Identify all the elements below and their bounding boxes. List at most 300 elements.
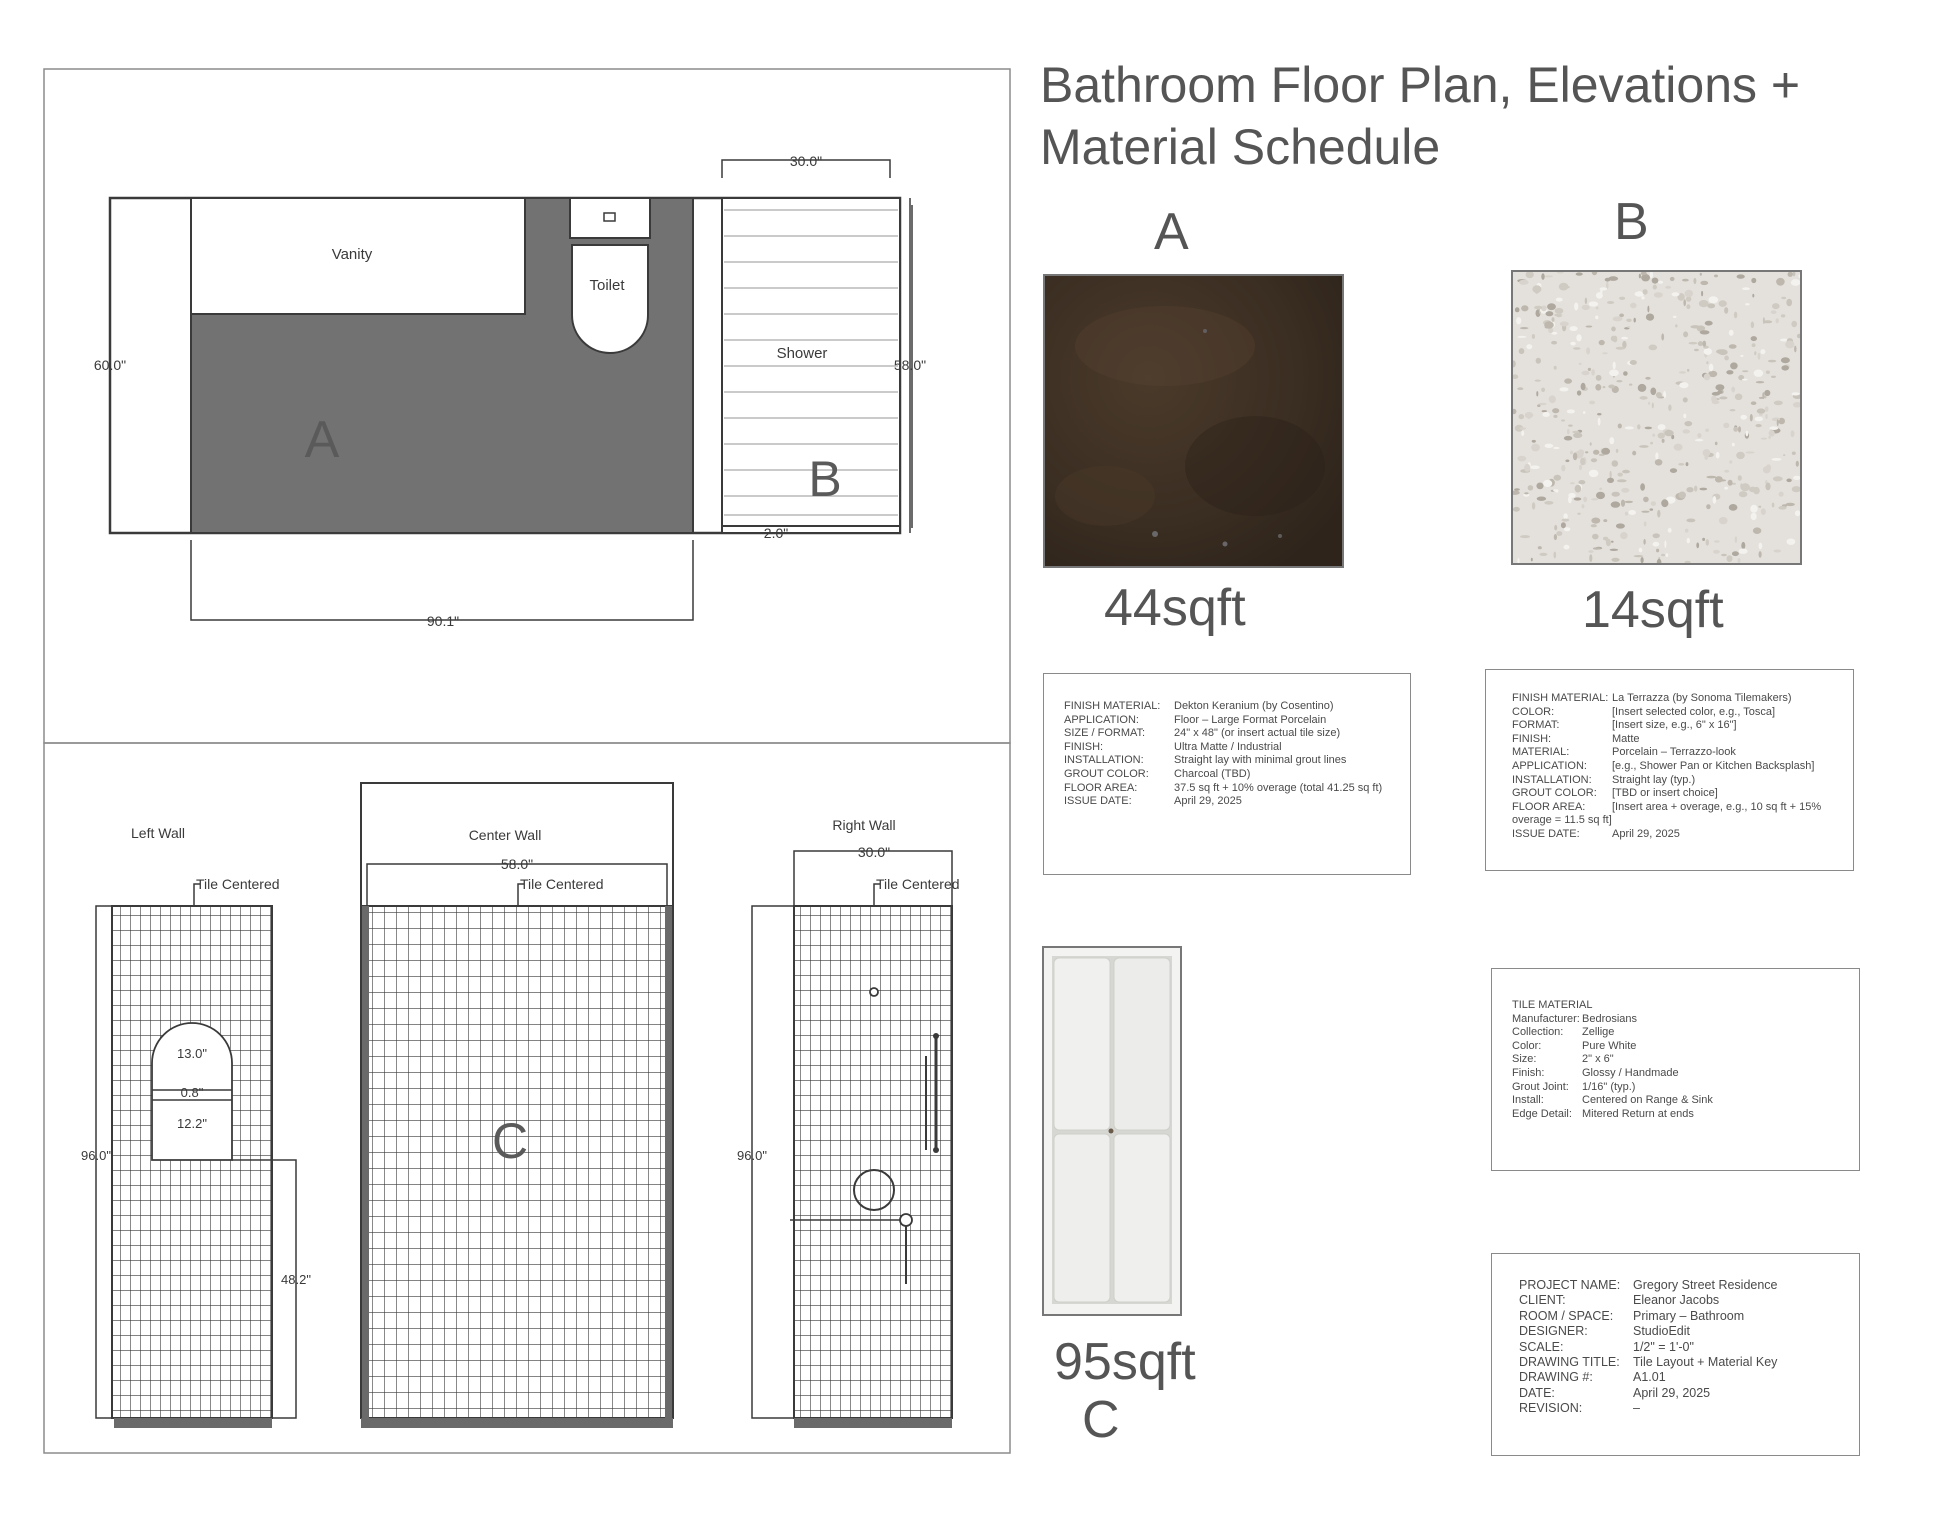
material-b-spec-row xyxy=(1512,774,1853,788)
terrazzo-chip xyxy=(1616,380,1622,382)
material-a-spec-value: Floor – Large Format Porcelain xyxy=(1174,713,1327,726)
material-a-spec-key: FLOOR AREA: xyxy=(1064,781,1138,794)
terrazzo-chip xyxy=(1751,322,1754,329)
terrazzo-chip xyxy=(1683,397,1688,402)
terrazzo-chip xyxy=(1513,491,1520,495)
right-tile-note: Tile Centered xyxy=(876,876,960,892)
terrazzo-chip xyxy=(1750,505,1757,513)
material-b-spec-key: COLOR: xyxy=(1512,705,1555,718)
terrazzo-chip xyxy=(1543,480,1552,487)
terrazzo-chip xyxy=(1519,348,1525,354)
terrazzo-chip xyxy=(1654,292,1663,298)
terrazzo-chip xyxy=(1552,317,1555,322)
terrazzo-chip xyxy=(1703,341,1707,347)
terrazzo-chip xyxy=(1729,330,1734,336)
terrazzo-chip xyxy=(1672,292,1680,296)
terrazzo-chip xyxy=(1739,549,1748,554)
terrazzo-chip xyxy=(1752,294,1754,298)
terrazzo-chip xyxy=(1740,355,1743,357)
terrazzo-chip xyxy=(1685,290,1694,297)
terrazzo-chip xyxy=(1685,529,1689,533)
terrazzo-chip xyxy=(1585,298,1587,305)
terrazzo-chip xyxy=(1545,275,1553,277)
terrazzo-chip xyxy=(1699,300,1709,307)
terrazzo-chip xyxy=(1763,317,1765,324)
title-block-value: Primary – Bathroom xyxy=(1633,1308,1745,1323)
material-b-spec-card xyxy=(1485,669,1854,871)
terrazzo-chip xyxy=(1532,502,1535,509)
terrazzo-chip xyxy=(1719,300,1727,307)
material-a-spec-value: 24" x 48" (or insert actual tile size) xyxy=(1174,727,1341,740)
terrazzo-chip xyxy=(1526,272,1534,278)
terrazzo-chip xyxy=(1589,554,1592,562)
terrazzo-chip xyxy=(1668,528,1672,533)
terrazzo-chip xyxy=(1625,501,1633,503)
terrazzo-chip xyxy=(1705,321,1713,326)
material-a-spec-row xyxy=(1064,727,1410,741)
terrazzo-chip xyxy=(1517,558,1519,563)
terrazzo-chip xyxy=(1758,506,1761,508)
terrazzo-chip xyxy=(1711,396,1717,403)
terrazzo-chip xyxy=(1536,483,1543,490)
material-b-spec-row xyxy=(1512,787,1853,801)
page-title: Bathroom Floor Plan, Elevations + Material Schedule xyxy=(1040,57,1801,175)
terrazzo-chip xyxy=(1611,336,1616,342)
terrazzo-chip xyxy=(1686,304,1690,309)
terrazzo-chip xyxy=(1788,272,1793,277)
material-a-texture xyxy=(1045,276,1342,566)
terrazzo-chip xyxy=(1704,348,1712,355)
terrazzo-chip xyxy=(1653,542,1660,547)
terrazzo-chip xyxy=(1771,310,1777,314)
terrazzo-chip xyxy=(1534,306,1542,310)
terrazzo-chip xyxy=(1757,408,1766,413)
terrazzo-chip xyxy=(1686,462,1689,466)
terrazzo-chip xyxy=(1630,303,1637,309)
terrazzo-chip xyxy=(1539,553,1547,556)
terrazzo-chip xyxy=(1573,433,1582,438)
shower-label: Shower xyxy=(776,345,828,362)
terrazzo-chip xyxy=(1610,549,1619,551)
material-b-spec-value: [Insert area + overage, e.g., 10 sq ft + 15% xyxy=(1612,800,1822,813)
terrazzo-chip xyxy=(1567,429,1570,435)
terrazzo-chip xyxy=(1769,426,1778,430)
terrazzo-chip xyxy=(1724,356,1729,361)
terrazzo-chip xyxy=(1627,326,1630,328)
material-b-spec-value: [Insert selected color, e.g., Tosca] xyxy=(1612,705,1776,718)
material-b-spec-value: Porcelain – Terrazzo-look xyxy=(1612,746,1736,759)
terrazzo-chip xyxy=(1618,473,1623,477)
terrazzo-chip xyxy=(1611,327,1616,332)
terrazzo-chip xyxy=(1513,360,1516,367)
terrazzo-chip xyxy=(1697,433,1701,438)
terrazzo-chip xyxy=(1621,499,1625,506)
terrazzo-chip xyxy=(1776,318,1779,323)
dim-curb: 2.0" xyxy=(763,525,789,541)
material-b-spec-value: [Insert size, e.g., 6" x 16"] xyxy=(1612,719,1737,732)
right-wall-elevation xyxy=(737,817,959,1428)
terrazzo-chip xyxy=(1626,319,1631,322)
terrazzo-chip xyxy=(1556,298,1563,302)
terrazzo-chip xyxy=(1516,317,1521,324)
material-b-spec-key: MATERIAL: xyxy=(1512,746,1570,759)
terrazzo-chip xyxy=(1765,414,1767,419)
terrazzo-chip xyxy=(1592,534,1599,540)
terrazzo-chip xyxy=(1595,384,1601,391)
terrazzo-chip xyxy=(1699,488,1707,491)
terrazzo-chip xyxy=(1651,501,1656,506)
terrazzo-chip xyxy=(1609,370,1619,377)
title-block-row xyxy=(1519,1401,1859,1416)
terrazzo-chip xyxy=(1613,362,1616,370)
terrazzo-chip xyxy=(1561,522,1566,528)
terrazzo-chip xyxy=(1591,458,1597,462)
terrazzo-chip xyxy=(1751,336,1757,341)
terrazzo-chip xyxy=(1634,318,1636,323)
title-block-row xyxy=(1519,1309,1859,1324)
toilet-label: Toilet xyxy=(589,277,625,294)
terrazzo-chip xyxy=(1579,363,1582,365)
terrazzo-chip xyxy=(1576,272,1583,275)
material-a-spec-key: ISSUE DATE: xyxy=(1064,795,1132,808)
terrazzo-chip xyxy=(1763,466,1771,473)
terrazzo-chip xyxy=(1732,551,1739,556)
title-block-key: REVISION: xyxy=(1519,1401,1583,1416)
terrazzo-chip xyxy=(1771,376,1776,378)
terrazzo-chip xyxy=(1673,316,1677,318)
terrazzo-chip xyxy=(1553,489,1557,491)
terrazzo-chip xyxy=(1564,545,1570,550)
terrazzo-chip xyxy=(1765,483,1770,491)
terrazzo-chip xyxy=(1628,510,1636,515)
terrazzo-chip xyxy=(1549,395,1556,403)
terrazzo-chip xyxy=(1530,465,1540,469)
left-lower-dim: 48.2" xyxy=(281,1272,311,1287)
material-c-spec-row xyxy=(1512,1026,1859,1040)
material-c-spec-heading: TILE MATERIAL xyxy=(1512,999,1593,1011)
title-block-row xyxy=(1519,1278,1859,1293)
terrazzo-chip xyxy=(1586,326,1593,328)
terrazzo-chip xyxy=(1792,486,1800,492)
material-c-letter: C xyxy=(1082,1391,1120,1449)
terrazzo-chip xyxy=(1740,415,1747,420)
terrazzo-chip xyxy=(1648,402,1650,405)
terrazzo-chip xyxy=(1514,488,1520,491)
center-tile-note: Tile Centered xyxy=(520,876,604,892)
terrazzo-chip xyxy=(1742,379,1748,381)
terrazzo-chip xyxy=(1726,370,1733,374)
terrazzo-chip xyxy=(1769,430,1775,437)
terrazzo-chip xyxy=(1603,519,1607,522)
terrazzo-chip xyxy=(1793,272,1796,276)
center-wall-base xyxy=(361,1418,673,1428)
toilet-tank xyxy=(570,198,650,238)
title-block-row xyxy=(1519,1324,1859,1339)
terrazzo-chip xyxy=(1596,375,1602,381)
terrazzo-chip xyxy=(1791,430,1795,437)
material-c-spec-key: Grout Joint: xyxy=(1512,1080,1569,1093)
terrazzo-chip xyxy=(1752,343,1756,347)
terrazzo-chip xyxy=(1524,492,1528,494)
material-a-spec-list xyxy=(1064,700,1410,809)
terrazzo-chip xyxy=(1607,301,1614,304)
terrazzo-chip xyxy=(1652,403,1654,409)
material-b-spec-key: INSTALLATION: xyxy=(1512,773,1592,786)
terrazzo-chip xyxy=(1528,417,1531,419)
terrazzo-chip xyxy=(1792,392,1800,395)
terrazzo-chip xyxy=(1655,459,1663,465)
terrazzo-chip xyxy=(1781,297,1786,299)
terrazzo-chip xyxy=(1764,390,1770,396)
material-c-spec-value: 1/16" (typ.) xyxy=(1582,1080,1636,1093)
terrazzo-chip xyxy=(1674,444,1683,451)
material-c-spec-value: Mitered Return at ends xyxy=(1582,1107,1694,1120)
terrazzo-chip xyxy=(1695,439,1703,441)
material-c-spec-row xyxy=(1512,1040,1859,1054)
dim-left: 60.0" xyxy=(93,357,127,373)
terrazzo-chip xyxy=(1564,436,1572,441)
material-a-spec-row xyxy=(1064,768,1410,782)
title-block-value: StudioEdit xyxy=(1633,1324,1690,1339)
left-wall-elevation xyxy=(81,825,311,1428)
terrazzo-chip xyxy=(1729,344,1737,349)
terrazzo-chip xyxy=(1570,326,1578,331)
terrazzo-chip xyxy=(1575,485,1582,493)
terrazzo-chip xyxy=(1745,303,1749,305)
terrazzo-chip xyxy=(1645,377,1650,380)
terrazzo-chip xyxy=(1520,327,1529,329)
material-a-letter: A xyxy=(1154,203,1189,261)
material-c-area: 95sqft xyxy=(1054,1333,1196,1391)
terrazzo-chip xyxy=(1734,312,1737,319)
terrazzo-chip xyxy=(1537,404,1540,407)
material-b-spec-value: Matte xyxy=(1612,732,1640,745)
terrazzo-chip xyxy=(1693,278,1696,284)
terrazzo-chip xyxy=(1544,321,1554,328)
terrazzo-chip xyxy=(1561,286,1570,289)
terrazzo-chip xyxy=(1513,374,1518,379)
material-b-spec-value: overage = 11.5 sq ft] xyxy=(1512,814,1612,827)
zone-a-label: A xyxy=(304,411,340,469)
terrazzo-chip xyxy=(1517,387,1523,390)
terrazzo-chip xyxy=(1544,501,1553,505)
terrazzo-chip xyxy=(1793,476,1800,480)
terrazzo-chip xyxy=(1519,427,1526,429)
material-b-spec-row xyxy=(1512,814,1853,828)
terrazzo-chip xyxy=(1573,453,1577,461)
terrazzo-chip xyxy=(1644,521,1647,526)
terrazzo-chip xyxy=(1583,497,1587,503)
terrazzo-chip xyxy=(1622,470,1630,474)
terrazzo-chip xyxy=(1561,465,1565,472)
terrazzo-chip xyxy=(1709,296,1719,303)
terrazzo-chip xyxy=(1639,274,1641,279)
material-b-swatch xyxy=(1511,270,1802,565)
terrazzo-chip xyxy=(1617,479,1627,482)
terrazzo-chip xyxy=(1774,549,1782,552)
terrazzo-chip xyxy=(1738,426,1741,432)
terrazzo-chip xyxy=(1787,539,1796,545)
terrazzo-chip xyxy=(1732,443,1735,447)
dim-bottom: 90.1" xyxy=(426,613,460,629)
terrazzo-chip xyxy=(1621,488,1629,493)
terrazzo-chip xyxy=(1683,331,1688,337)
terrazzo-chip xyxy=(1567,409,1575,413)
terrazzo-chip xyxy=(1621,337,1628,340)
terrazzo-chip xyxy=(1608,385,1615,389)
terrazzo-chip xyxy=(1690,325,1700,328)
terrazzo-chip xyxy=(1650,442,1653,445)
terrazzo-chip xyxy=(1706,476,1716,479)
terrazzo-chip xyxy=(1719,517,1728,524)
terrazzo-chip xyxy=(1683,299,1686,306)
terrazzo-chip xyxy=(1517,456,1526,462)
title-block-key: ROOM / SPACE: xyxy=(1519,1308,1614,1323)
left-wall-tile-grid xyxy=(112,906,272,1418)
terrazzo-chip xyxy=(1727,555,1733,562)
material-c-spec-row xyxy=(1512,1067,1859,1081)
center-wall-label: Center Wall xyxy=(468,827,542,843)
left-wall-base xyxy=(114,1418,272,1428)
material-b-spec-key: ISSUE DATE: xyxy=(1512,827,1580,840)
terrazzo-chip xyxy=(1620,532,1628,539)
terrazzo-chip xyxy=(1601,448,1610,455)
material-a-area: 44sqft xyxy=(1104,579,1246,637)
terrazzo-chip xyxy=(1521,305,1528,311)
terrazzo-chip xyxy=(1589,401,1595,405)
dim-top: 30.0" xyxy=(789,153,823,169)
terrazzo-chip xyxy=(1585,451,1588,453)
terrazzo-chip xyxy=(1650,508,1654,510)
terrazzo-chip xyxy=(1513,409,1516,414)
terrazzo-chip xyxy=(1647,306,1649,313)
terrazzo-chip xyxy=(1786,503,1795,506)
terrazzo-chip xyxy=(1741,542,1745,549)
material-b-spec-value: La Terrazza (by Sonoma Tilemakers) xyxy=(1612,692,1792,704)
terrazzo-chip xyxy=(1749,487,1756,493)
terrazzo-chip xyxy=(1662,439,1665,443)
terrazzo-chip xyxy=(1729,460,1732,463)
title-block-row xyxy=(1519,1370,1859,1385)
terrazzo-chip xyxy=(1772,458,1782,461)
terrazzo-chip xyxy=(1650,388,1656,396)
material-b-spec-row xyxy=(1512,692,1853,706)
terrazzo-chip xyxy=(1698,341,1703,346)
material-c-spec-key: Finish: xyxy=(1512,1066,1545,1079)
material-b-area: 14sqft xyxy=(1582,581,1724,639)
terrazzo-chip xyxy=(1555,308,1564,314)
terrazzo-chip xyxy=(1733,427,1738,432)
terrazzo-chip xyxy=(1536,391,1538,396)
terrazzo-chip xyxy=(1600,287,1608,290)
title-block-key: CLIENT: xyxy=(1519,1293,1566,1308)
terrazzo-chip xyxy=(1581,383,1586,391)
terrazzo-chip xyxy=(1520,535,1530,538)
terrazzo-chip xyxy=(1735,394,1743,401)
terrazzo-chip xyxy=(1616,523,1625,528)
terrazzo-chip xyxy=(1645,427,1652,430)
terrazzo-chip xyxy=(1625,512,1628,516)
terrazzo-chip xyxy=(1759,551,1762,558)
terrazzo-chip xyxy=(1541,388,1545,392)
terrazzo-chip xyxy=(1590,442,1592,445)
material-a-spec-key: INSTALLATION: xyxy=(1064,754,1144,767)
material-c-spec-value: Pure White xyxy=(1582,1039,1637,1052)
terrazzo-chip xyxy=(1678,463,1684,466)
terrazzo-chip xyxy=(1553,415,1557,418)
terrazzo-chip xyxy=(1664,430,1673,436)
terrazzo-chip xyxy=(1756,381,1764,383)
material-b-spec-list xyxy=(1512,692,1853,842)
terrazzo-chip xyxy=(1661,333,1664,340)
terrazzo-chip xyxy=(1612,460,1619,467)
material-a-spec-card xyxy=(1043,673,1411,875)
terrazzo-chip xyxy=(1772,303,1780,309)
material-b-spec-key: FINISH: xyxy=(1512,732,1552,745)
terrazzo-chip xyxy=(1560,321,1569,326)
material-b-spec-row xyxy=(1512,733,1853,747)
terrazzo-chip xyxy=(1605,537,1608,542)
niche-width: 13.0" xyxy=(177,1046,207,1061)
title-block-list xyxy=(1519,1278,1859,1417)
terrazzo-chip xyxy=(1646,314,1654,321)
terrazzo-chip xyxy=(1607,478,1614,483)
terrazzo-chip xyxy=(1605,278,1611,282)
material-a-spec-value: Straight lay with minimal grout lines xyxy=(1174,754,1347,767)
terrazzo-chip xyxy=(1568,496,1572,503)
title-block-key: PROJECT NAME: xyxy=(1519,1278,1621,1292)
terrazzo-chip xyxy=(1694,486,1697,492)
terrazzo-chip xyxy=(1781,314,1785,317)
material-c-spec-key: Install: xyxy=(1512,1094,1544,1107)
terrazzo-chip xyxy=(1634,555,1644,557)
terrazzo-chip xyxy=(1603,386,1606,388)
material-a-spec-value: Ultra Matte / Industrial xyxy=(1174,740,1282,753)
terrazzo-chip xyxy=(1773,476,1783,481)
terrazzo-chip xyxy=(1616,347,1626,350)
terrazzo-chip xyxy=(1754,370,1764,377)
terrazzo-chip xyxy=(1751,278,1756,283)
terrazzo-chip xyxy=(1768,360,1776,363)
terrazzo-chip xyxy=(1763,320,1772,323)
terrazzo-chip xyxy=(1740,483,1742,489)
terrazzo-chip xyxy=(1583,411,1586,414)
material-b-spec-key: FORMAT: xyxy=(1512,719,1560,732)
terrazzo-chip xyxy=(1700,330,1710,334)
material-b-texture xyxy=(1513,272,1800,563)
terrazzo-chip xyxy=(1678,492,1686,499)
terrazzo-chip xyxy=(1582,504,1585,508)
terrazzo-chip xyxy=(1591,369,1595,375)
terrazzo-chip xyxy=(1531,558,1533,562)
terrazzo-chip xyxy=(1751,401,1757,405)
title-block-value: April 29, 2025 xyxy=(1633,1385,1711,1400)
terrazzo-chip xyxy=(1639,548,1643,553)
terrazzo-chip xyxy=(1546,311,1554,316)
terrazzo-chip xyxy=(1609,437,1614,444)
terrazzo-chip xyxy=(1570,482,1575,484)
terrazzo-chip xyxy=(1739,491,1747,497)
terrazzo-chip xyxy=(1670,277,1675,281)
terrazzo-chip xyxy=(1560,387,1569,391)
material-b-spec-value: Straight lay (typ.) xyxy=(1612,773,1696,786)
terrazzo-chip xyxy=(1595,316,1598,320)
terrazzo-chip xyxy=(1532,285,1541,293)
material-a-spec-value: Dekton Keranium (by Cosentino) xyxy=(1174,700,1334,712)
terrazzo-chip xyxy=(1765,406,1769,412)
terrazzo-chip xyxy=(1597,413,1601,415)
terrazzo-chip xyxy=(1713,550,1720,554)
